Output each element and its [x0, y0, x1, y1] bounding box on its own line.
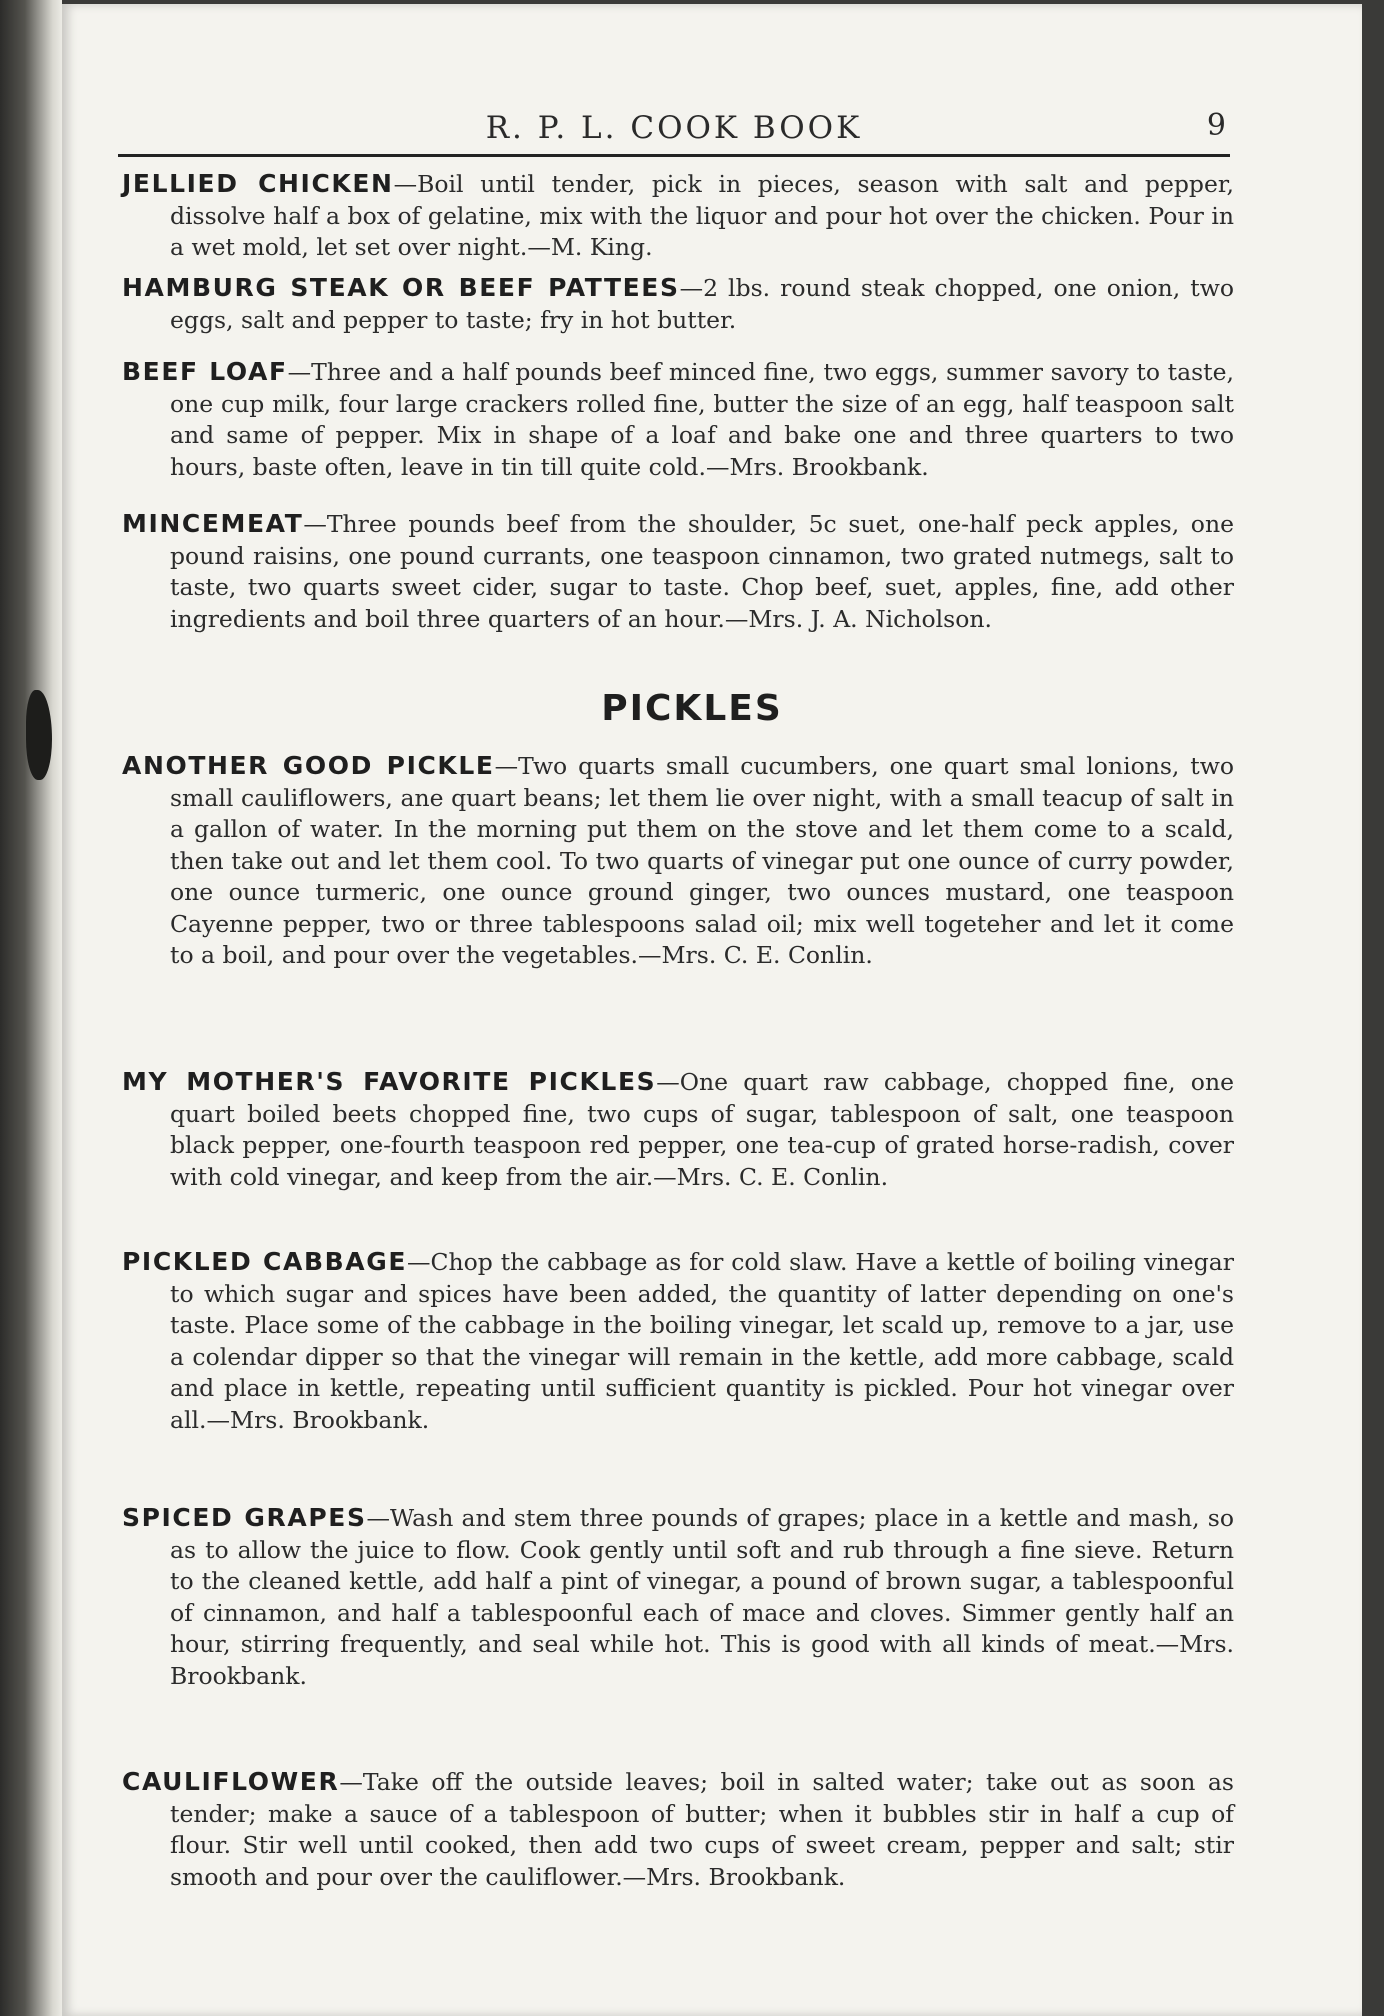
recipe-name: SPICED GRAPES	[122, 1503, 367, 1532]
recipe-pickled-cabbage	[122, 1246, 1234, 1436]
recipe-beef-loaf	[122, 356, 1234, 483]
recipe-name: ANOTHER GOOD PICKLE	[122, 751, 495, 780]
recipe-text: —One quart raw cabbage, chopped fine, one quart boiled beets chopped fine, two cups of sugar, tablespoon of salt, one teaspoon black pepper, one-fourth teaspoon red pepper, one tea-cup of grated horse-radish, cover with cold vinegar, and keep from the air.—Mrs. C. E. Conlin.	[170, 1068, 1234, 1191]
page-number: 9	[1206, 108, 1226, 143]
recipe-text: —Two quarts small cucumbers, one quart smal lonions, two small cauliflowers, ane quart beans; let them lie over night, with a small teacup of salt in a gallon of water. In the morning put them on the stove and let them come to a scald, then take out and let them cool. To two quarts of vinegar put one ounce of curry powder, one ounce turmeric, one ounce ground ginger, two ounces mustard, one teaspoon Cayenne pepper, two or three tablespoons salad oil; mix well togeteher and let it come to a boil, and pour over the vegetables.—Mrs. C. E. Conlin.	[170, 752, 1234, 969]
page-header	[118, 104, 1230, 157]
recipe-cauliflower	[122, 1766, 1234, 1893]
recipe-text: —Three pounds beef from the shoulder, 5c suet, one-half peck apples, one pound raisins, one pound currants, one teaspoon cinnamon, two grated nutmegs, salt to taste, two quarts sweet cider, sugar to taste. Chop beef, suet, apples, fine, add other ingredients and boil three quarters of an hour.—Mrs. J. A. Nicholson.	[170, 510, 1234, 633]
book-binding	[0, 0, 62, 2016]
section-title: PICKLES	[601, 688, 783, 729]
recipe-name: PICKLED CABBAGE	[122, 1247, 408, 1276]
recipe-spiced-grapes	[122, 1502, 1234, 1692]
recipe-text: —Boil until tender, pick in pieces, season with salt and pepper, dissolve half a box of gelatine, mix with the liquor and pour hot over the chicken. Pour in a wet mold, let set over night.—M. King.	[170, 170, 1234, 261]
recipe-name: MINCEMEAT	[122, 509, 304, 538]
recipe-mothers-favorite-pickles	[122, 1066, 1234, 1193]
recipe-text: —Wash and stem three pounds of grapes; place in a kettle and mash, so as to allow the juice to flow. Cook gently until soft and rub through a fine sieve. Return to the cleaned kettle, add half a pint of vinegar, a pound of brown sugar, a tablespoonful of cinnamon, and half a tablespoonful each of mace and cloves. Simmer gently half an hour, stirring frequently, and seal while hot. This is good with all kinds of meat.—Mrs. Brookbank.	[170, 1504, 1234, 1690]
recipe-text: —Take off the outside leaves; boil in salted water; take out as soon as tender; make a sauce of a tablespoon of butter; when it bubbles stir in half a cup of flour. Stir well until cooked, then add two cups of sweet cream, pepper and salt; stir smooth and pour over the cauliflower.—Mrs. Brookbank.	[170, 1768, 1234, 1891]
book-title: R. P. L. COOK BOOK	[485, 110, 863, 146]
recipe-text: —Three and a half pounds beef minced fine, two eggs, summer savory to taste, one cup milk, four large crackers rolled fine, butter the size of an egg, half teaspoon salt and same of pepper. Mix in shape of a loaf and bake one and three quarters to two hours, baste often, leave in tin till quite cold.—Mrs. Brookbank.	[170, 358, 1234, 481]
recipe-name: BEEF LOAF	[122, 357, 288, 386]
recipe-name: CAULIFLOWER	[122, 1767, 340, 1796]
recipe-hamburg-steak	[122, 272, 1234, 336]
recipe-name: JELLIED CHICKEN	[122, 169, 394, 198]
recipe-name: HAMBURG STEAK OR BEEF PATTEES	[122, 273, 680, 302]
recipe-text: —Chop the cabbage as for cold slaw. Have a kettle of boiling vinegar to which sugar and spices have been added, the quantity of latter depending on one's taste. Place some of the cabbage in the boiling vinegar, let scald up, remove to a jar, use a colendar dipper so that the vinegar will remain in the kettle, add more cabbage, scald and place in kettle, repeating until sufficient quantity is pickled. Pour hot vinegar over all.—Mrs. Brookbank.	[170, 1248, 1235, 1434]
recipe-name: MY MOTHER'S FAVORITE PICKLES	[122, 1067, 657, 1096]
recipe-text: —2 lbs. round steak chopped, one onion, two eggs, salt and pepper to taste; fry in hot butter.	[170, 274, 1234, 334]
recipe-another-good-pickle	[122, 750, 1234, 972]
recipe-mincemeat	[122, 508, 1234, 635]
recipe-jellied-chicken	[122, 168, 1234, 264]
